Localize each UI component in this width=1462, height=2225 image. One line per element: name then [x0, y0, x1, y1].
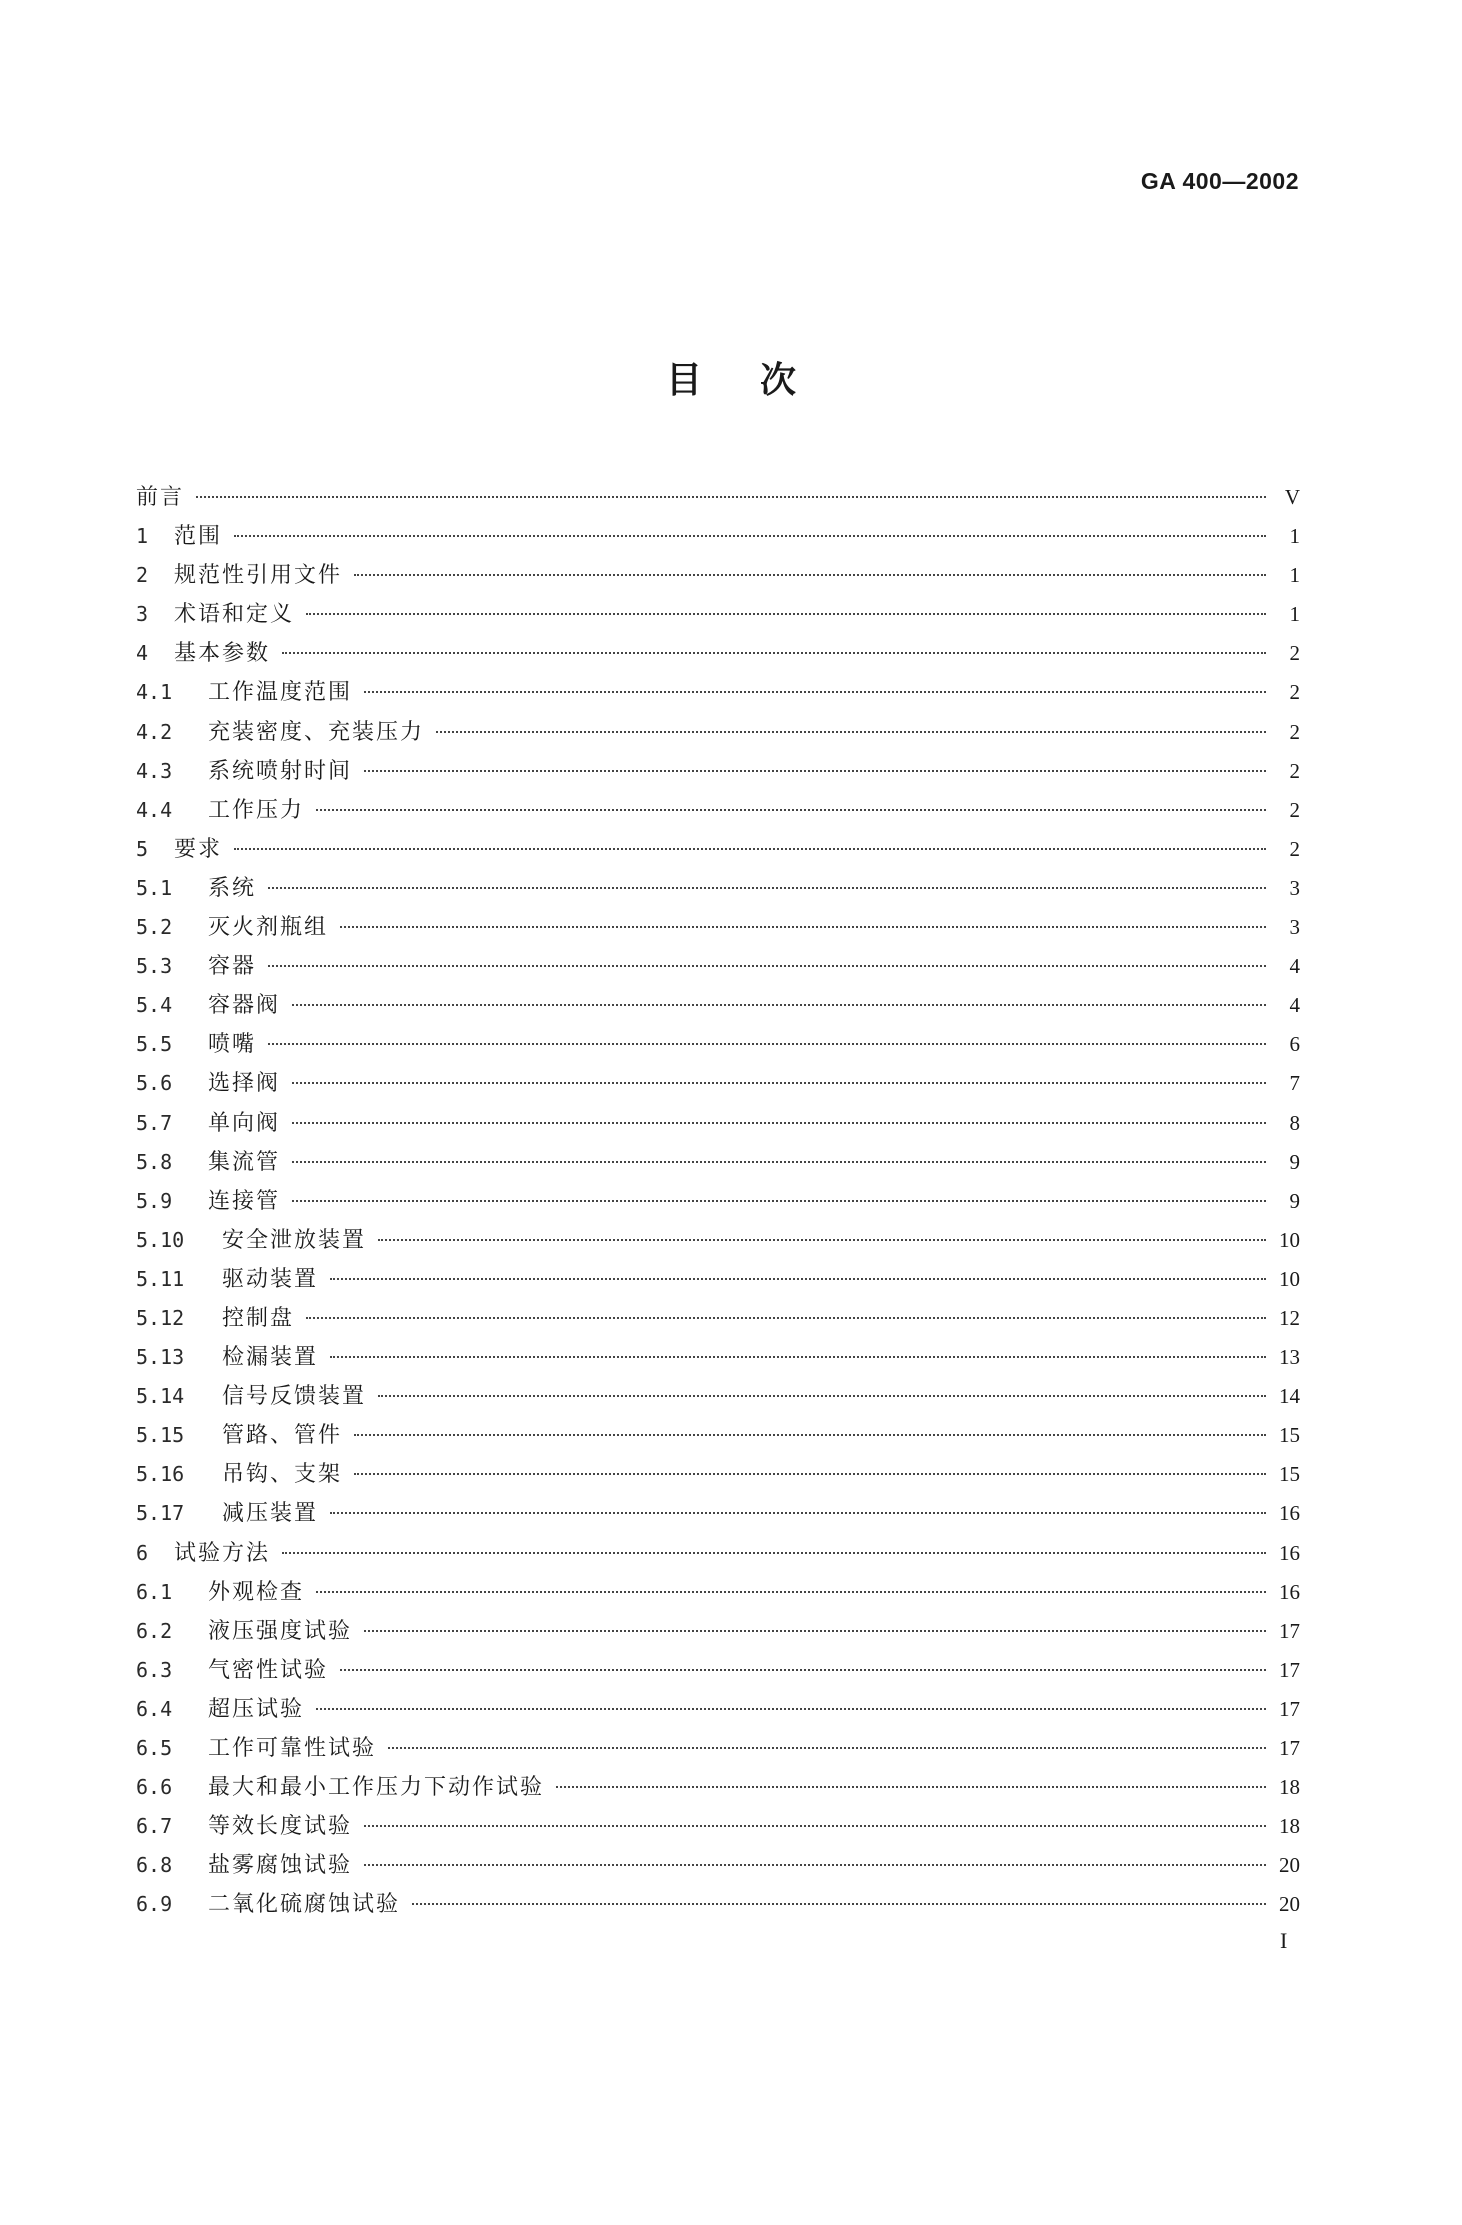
toc-entry-number: 1	[136, 524, 149, 549]
toc-dot-leader	[556, 1786, 1266, 1788]
toc-entry-number: 5.1	[136, 875, 173, 900]
toc-entry-page: 1	[1289, 524, 1300, 549]
toc-entry[interactable]	[136, 1494, 1300, 1533]
toc-entry-number: 6.6	[136, 1775, 173, 1800]
toc-entry[interactable]	[136, 713, 1300, 752]
toc-entry-page: 10	[1279, 1227, 1300, 1252]
toc-entry-title: 超压试验	[208, 1696, 305, 1722]
toc-entry-page: 15	[1279, 1423, 1300, 1448]
toc-dot-leader	[316, 1708, 1266, 1710]
toc-entry-number: 6.2	[136, 1618, 173, 1643]
toc-entry-title: 工作温度范围	[208, 680, 353, 706]
toc-entry-page: 2	[1289, 680, 1300, 705]
toc-dot-leader	[364, 770, 1266, 772]
toc-dot-leader	[306, 1317, 1266, 1319]
toc-entry-page: 17	[1279, 1736, 1300, 1760]
toc-entry-number: 4.1	[136, 680, 173, 705]
toc-entry[interactable]	[136, 1221, 1300, 1260]
toc-entry-page: 12	[1279, 1305, 1300, 1330]
toc-entry[interactable]	[136, 1416, 1300, 1455]
toc-entry-title: 最大和最小工作压力下动作试验	[208, 1775, 545, 1801]
toc-entry-title: 工作压力	[208, 797, 305, 823]
toc-dot-leader	[364, 1864, 1266, 1866]
toc-entry[interactable]	[136, 595, 1300, 634]
toc-entry-page: 2	[1289, 758, 1300, 783]
toc-entry-page: 18	[1279, 1814, 1300, 1839]
toc-entry[interactable]	[136, 1455, 1300, 1494]
toc-dot-leader	[292, 1200, 1266, 1202]
toc-entry-number: 5.14	[136, 1384, 185, 1409]
toc-dot-leader	[354, 574, 1266, 576]
toc-entry-page: 7	[1289, 1071, 1300, 1096]
toc-entry-number: 6.7	[136, 1814, 173, 1839]
toc-entry-number: 4.3	[136, 758, 173, 783]
toc-dot-leader	[340, 926, 1266, 928]
toc-entry-title: 等效长度试验	[208, 1814, 353, 1840]
toc-entry-title: 驱动装置	[222, 1266, 319, 1292]
toc-entry-page: 9	[1289, 1149, 1300, 1174]
toc-entry[interactable]	[136, 1534, 1300, 1573]
toc-dot-leader	[306, 613, 1266, 615]
toc-entry[interactable]	[136, 1338, 1300, 1377]
toc-entry-page: 3	[1289, 875, 1300, 900]
toc-dot-leader	[330, 1278, 1266, 1280]
toc-dot-leader	[354, 1473, 1266, 1475]
toc-entry-title: 连接管	[208, 1188, 281, 1214]
toc-entry[interactable]	[136, 673, 1300, 712]
toc-entry-page: 4	[1289, 993, 1300, 1018]
toc-entry-page: 16	[1279, 1579, 1300, 1604]
toc-entry-page: 1	[1289, 602, 1300, 627]
toc-entry[interactable]	[136, 1690, 1300, 1729]
toc-dot-leader	[292, 1122, 1266, 1124]
toc-dot-leader	[316, 809, 1266, 811]
toc-dot-leader	[436, 731, 1266, 733]
toc-entry-title: 容器	[208, 954, 257, 980]
toc-entry[interactable]	[136, 1768, 1300, 1807]
toc-entry-page: 2	[1289, 719, 1300, 744]
toc-entry-page: 20	[1279, 1892, 1300, 1917]
standard-number: GA 400—2002	[1140, 168, 1299, 194]
toc-entry-page: 16	[1279, 1501, 1300, 1526]
toc-entry[interactable]	[136, 869, 1300, 908]
toc-entry[interactable]	[136, 556, 1300, 595]
toc-entry[interactable]	[136, 791, 1300, 830]
toc-entry-title: 控制盘	[222, 1305, 295, 1331]
toc-dot-leader	[234, 535, 1266, 537]
toc-entry-number: 5.2	[136, 915, 173, 940]
toc-dot-leader	[354, 1434, 1266, 1436]
toc-entry-title: 管路、管件	[222, 1423, 343, 1449]
toc-dot-leader	[316, 1591, 1266, 1593]
toc-entry-title: 减压装置	[222, 1501, 319, 1527]
toc-dot-leader	[282, 1552, 1266, 1554]
toc-entry-number: 5.9	[136, 1188, 173, 1213]
toc-entry[interactable]	[136, 1377, 1300, 1416]
toc-entry-page: 17	[1279, 1696, 1300, 1721]
toc-entry-title: 系统喷射时间	[208, 758, 353, 784]
toc-entry-page: 16	[1279, 1540, 1300, 1565]
toc-entry[interactable]	[136, 1729, 1300, 1768]
toc-entry[interactable]	[136, 986, 1300, 1025]
toc-entry[interactable]	[136, 1064, 1300, 1103]
toc-entry[interactable]	[136, 634, 1300, 673]
toc-entry-page: 2	[1289, 797, 1300, 822]
toc-dot-leader	[268, 887, 1266, 889]
toc-entry-number: 5.8	[136, 1149, 173, 1174]
toc-entry-number: 4.4	[136, 797, 173, 822]
toc-entry[interactable]	[136, 1025, 1300, 1064]
toc-dot-leader	[378, 1239, 1266, 1241]
toc-entry-number: 6.3	[136, 1657, 173, 1682]
toc-entry[interactable]	[136, 1612, 1300, 1651]
toc-entry-title: 吊钩、支架	[222, 1462, 343, 1488]
toc-dot-leader	[282, 652, 1266, 654]
toc-entry-title: 液压强度试验	[208, 1618, 353, 1644]
toc-dot-leader	[378, 1395, 1266, 1397]
toc-entry-page: 3	[1289, 915, 1300, 940]
toc-entry-page: 15	[1279, 1462, 1300, 1487]
toc-entry-number: 5.17	[136, 1501, 185, 1526]
toc-entry[interactable]	[136, 1104, 1300, 1143]
toc-entry-number: 6.4	[136, 1696, 173, 1721]
toc-dot-leader	[292, 1082, 1266, 1084]
toc-entry-number: 5.6	[136, 1071, 173, 1096]
toc-entry[interactable]	[136, 752, 1300, 791]
toc-entry-number: 5.7	[136, 1110, 173, 1135]
toc-entry-number: 5.13	[136, 1345, 185, 1370]
toc-entry-number: 4.2	[136, 719, 173, 744]
toc-dot-leader	[292, 1004, 1266, 1006]
toc-entry[interactable]	[136, 1846, 1300, 1885]
toc-entry-number: 5.4	[136, 993, 173, 1018]
toc-entry[interactable]	[136, 1807, 1300, 1846]
toc-entry-title: 信号反馈装置	[222, 1384, 367, 1410]
toc-entry-title: 喷嘴	[208, 1032, 257, 1058]
toc-entry[interactable]	[136, 830, 1300, 869]
toc-entry-title: 范围	[174, 524, 223, 550]
toc-entry-number: 5.12	[136, 1305, 185, 1330]
toc-dot-leader	[364, 1630, 1266, 1632]
toc-entry[interactable]	[136, 1651, 1300, 1690]
toc-entry-number: 5	[136, 836, 149, 861]
toc-entry-title: 试验方法	[174, 1540, 271, 1566]
toc-entry-number: 5.3	[136, 954, 173, 979]
toc-dot-leader	[340, 1669, 1266, 1671]
toc-dot-leader	[364, 691, 1266, 693]
toc-entry-number: 5.11	[136, 1266, 185, 1291]
toc-entry-number: 6.9	[136, 1892, 173, 1917]
toc-entry-page: 13	[1279, 1345, 1300, 1370]
toc-entry[interactable]	[136, 1573, 1300, 1612]
toc-entry-title: 选择阀	[208, 1071, 281, 1097]
toc-entry-number: 6.1	[136, 1579, 173, 1604]
toc-entry-title: 充装密度、充装压力	[208, 719, 425, 745]
toc-entry-page: 9	[1289, 1188, 1300, 1213]
toc-entry[interactable]	[136, 1299, 1300, 1338]
toc-entry[interactable]	[136, 947, 1300, 986]
toc-entry-number: 6.5	[136, 1736, 173, 1760]
toc-entry-title: 前言	[136, 485, 185, 510]
toc-entry-number: 3	[136, 602, 149, 627]
toc-entry-title: 系统	[208, 875, 257, 901]
toc-dot-leader	[330, 1512, 1266, 1514]
toc-dot-leader	[292, 1161, 1266, 1163]
toc-entry-page: 10	[1279, 1266, 1300, 1291]
toc-entry-page: 2	[1289, 641, 1300, 666]
toc-entry[interactable]	[136, 1260, 1300, 1299]
table-of-contents	[136, 478, 1300, 1924]
toc-entry-page: 2	[1289, 836, 1300, 861]
toc-entry-title: 要求	[174, 836, 223, 862]
toc-entry[interactable]	[136, 1885, 1300, 1924]
toc-entry-title: 盐雾腐蚀试验	[208, 1853, 353, 1879]
toc-entry-page: 17	[1279, 1618, 1300, 1643]
toc-entry-number: 5.16	[136, 1462, 185, 1487]
toc-dot-leader	[268, 965, 1266, 967]
toc-dot-leader	[330, 1356, 1266, 1358]
toc-entry-number: 2	[136, 563, 149, 588]
toc-entry-page: 17	[1279, 1657, 1300, 1682]
toc-entry[interactable]	[136, 1182, 1300, 1221]
toc-entry-title: 术语和定义	[174, 602, 295, 628]
toc-entry[interactable]	[136, 478, 1300, 517]
toc-entry-title: 单向阀	[208, 1110, 281, 1136]
toc-entry-page: 1	[1289, 563, 1300, 588]
toc-dot-leader	[412, 1903, 1266, 1905]
page-number: I	[1280, 1928, 1288, 1953]
toc-entry-title: 规范性引用文件	[174, 563, 343, 589]
toc-dot-leader	[268, 1043, 1266, 1045]
toc-entry-number: 5.10	[136, 1227, 185, 1252]
toc-entry-number: 4	[136, 641, 149, 666]
toc-entry[interactable]	[136, 517, 1300, 556]
toc-entry-page: 20	[1279, 1853, 1300, 1878]
toc-entry-title: 集流管	[208, 1149, 281, 1175]
toc-entry-title: 容器阀	[208, 993, 281, 1019]
toc-dot-leader	[388, 1747, 1266, 1749]
page-title: 目次	[665, 360, 854, 401]
toc-entry-title: 气密性试验	[208, 1657, 329, 1683]
toc-entry-page: 6	[1289, 1032, 1300, 1057]
toc-entry-title: 安全泄放装置	[222, 1227, 367, 1253]
toc-entry-page: 18	[1279, 1775, 1300, 1800]
toc-entry[interactable]	[136, 908, 1300, 947]
toc-entry[interactable]	[136, 1143, 1300, 1182]
toc-entry-number: 5.15	[136, 1423, 185, 1448]
toc-entry-page: 14	[1279, 1384, 1300, 1409]
toc-entry-number: 5.5	[136, 1032, 173, 1057]
toc-entry-page: 8	[1289, 1110, 1300, 1135]
toc-entry-number: 6.8	[136, 1853, 173, 1878]
toc-dot-leader	[364, 1825, 1266, 1827]
toc-dot-leader	[196, 496, 1266, 498]
toc-entry-title: 检漏装置	[222, 1345, 319, 1371]
toc-entry-page: 4	[1289, 954, 1300, 979]
toc-entry-title: 工作可靠性试验	[208, 1736, 377, 1761]
toc-dot-leader	[234, 848, 1266, 850]
toc-entry-title: 二氧化硫腐蚀试验	[208, 1892, 401, 1918]
toc-entry-title: 外观检查	[208, 1579, 305, 1605]
toc-entry-number: 6	[136, 1540, 149, 1565]
toc-entry-page: V	[1284, 485, 1300, 509]
toc-entry-title: 灭火剂瓶组	[208, 915, 329, 941]
toc-entry-title: 基本参数	[174, 641, 271, 667]
